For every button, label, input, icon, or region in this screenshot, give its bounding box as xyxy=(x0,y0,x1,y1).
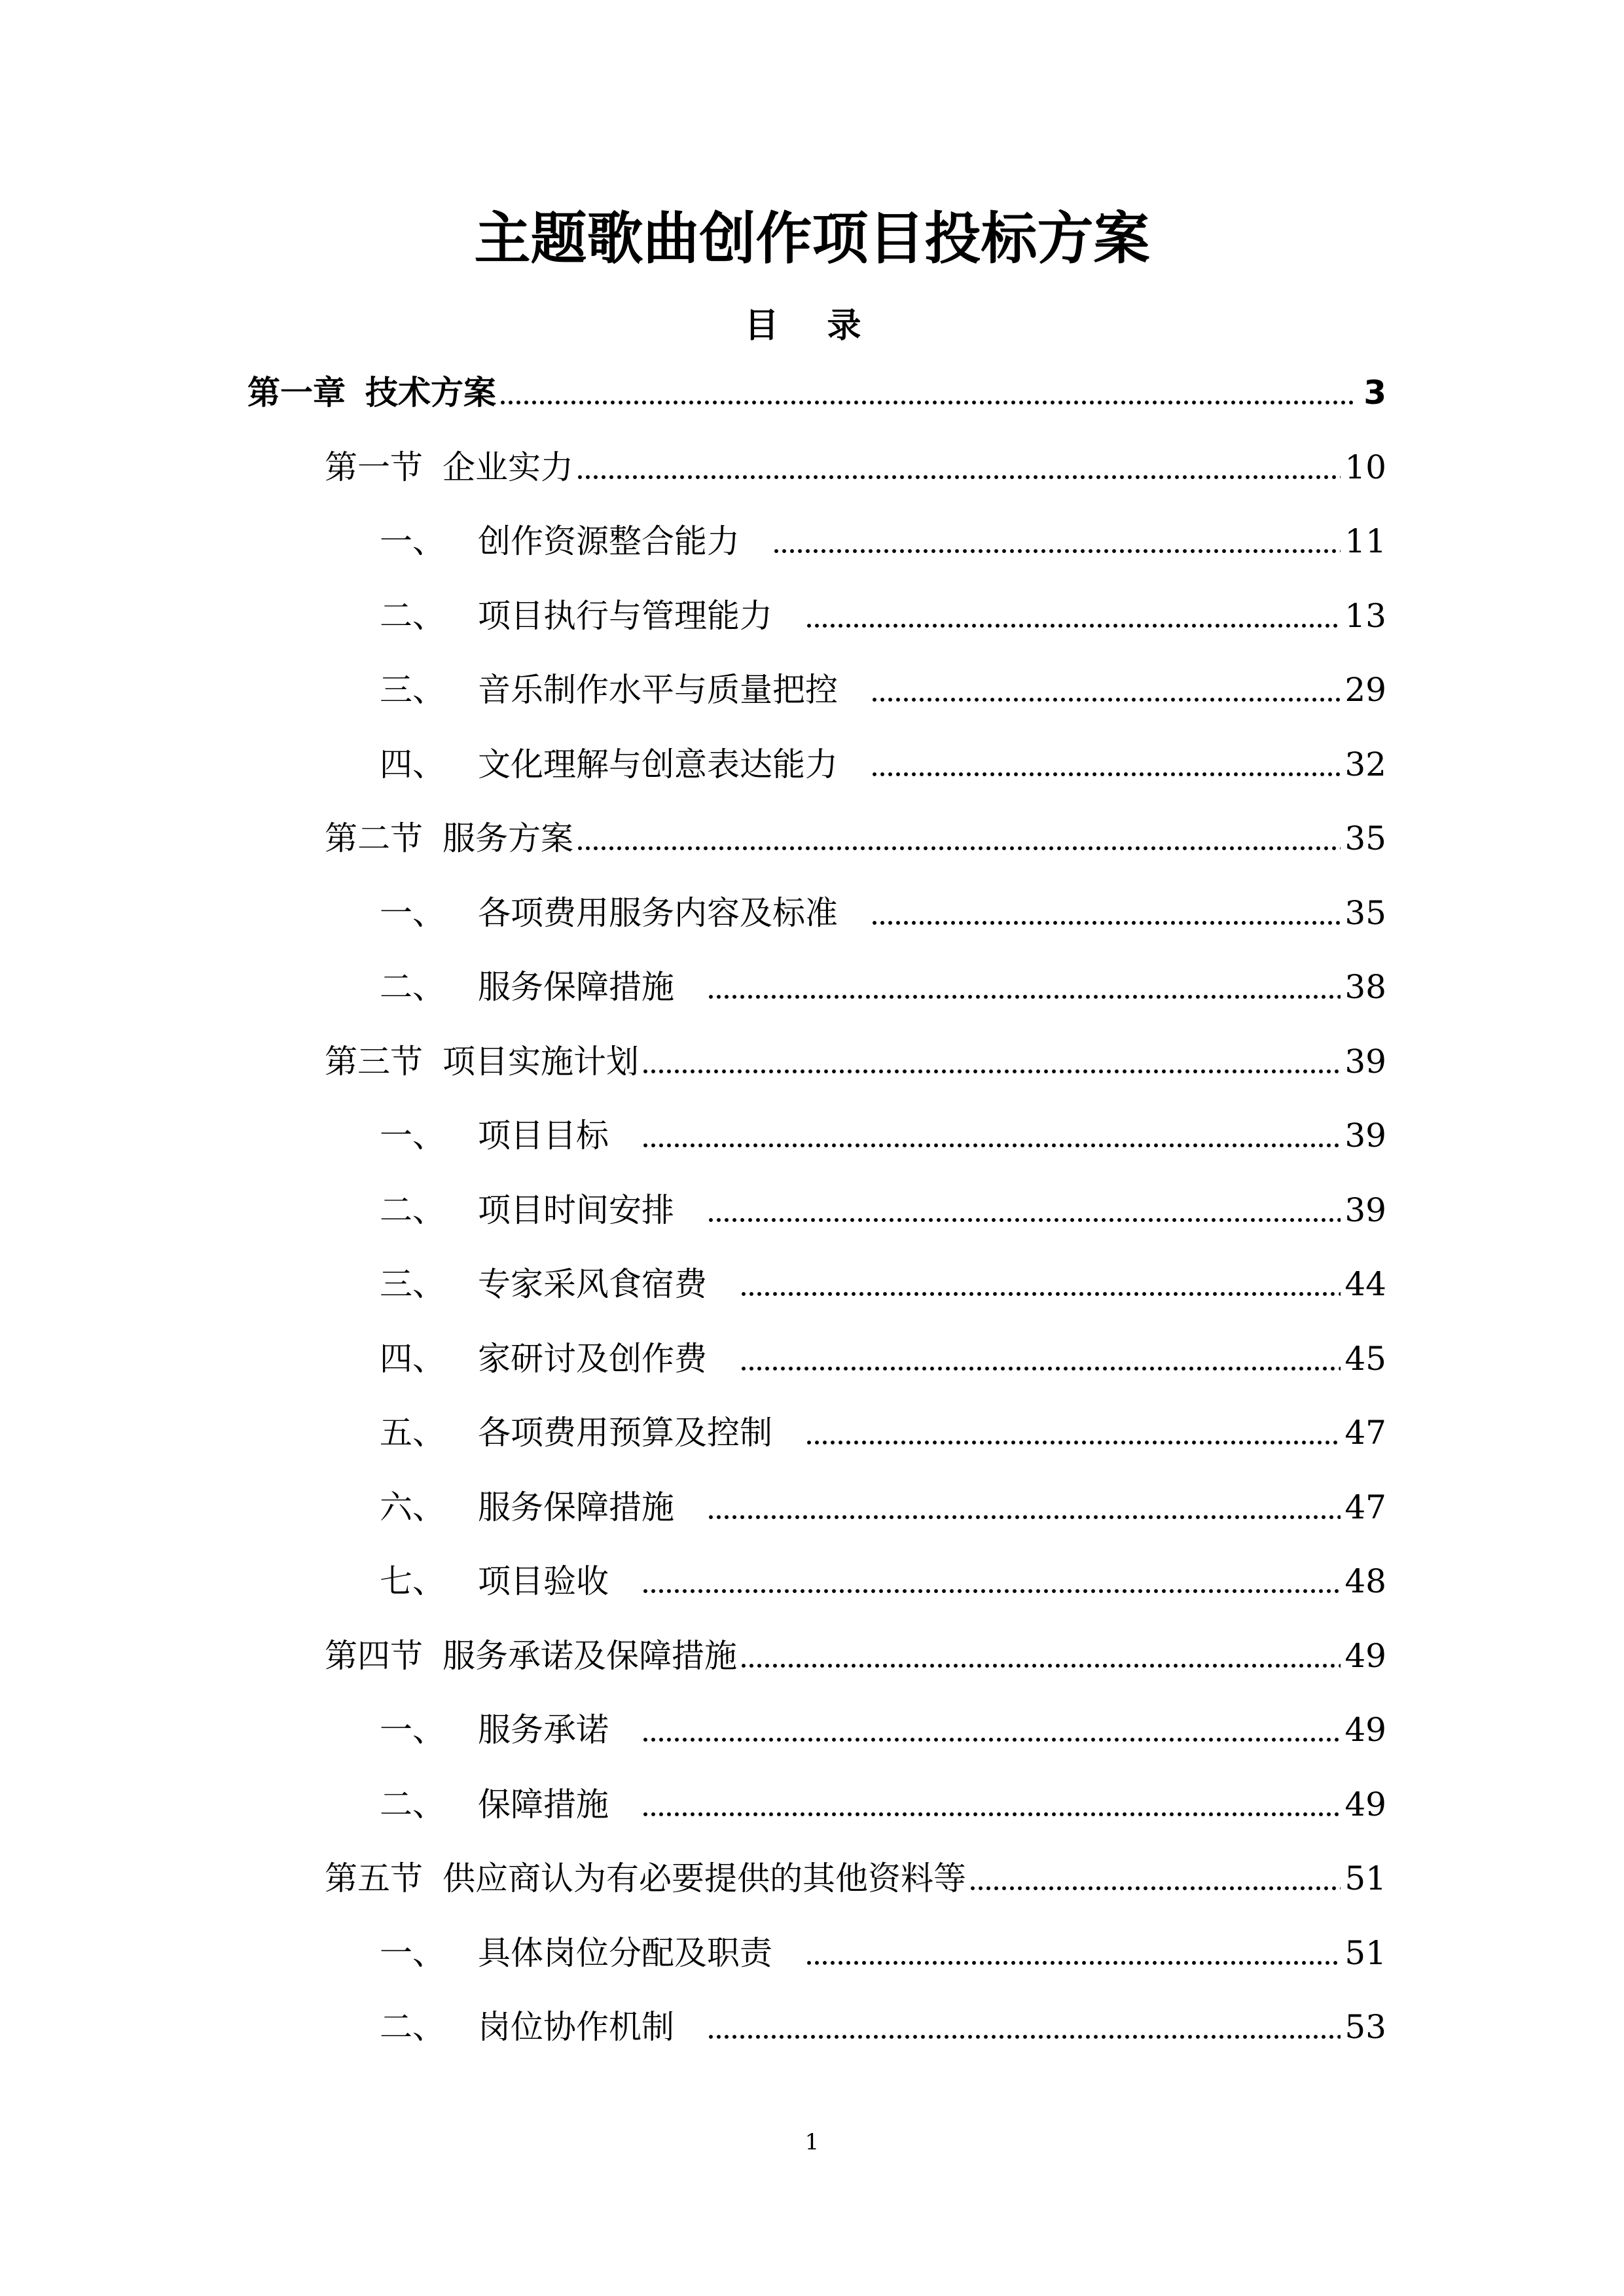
toc-dot-leader xyxy=(707,1215,1341,1225)
toc-entry-number: 一、 xyxy=(380,522,445,560)
toc-entry-title: 项目目标 xyxy=(478,1117,609,1155)
toc-entry-title: 服务承诺及保障措施 xyxy=(442,1636,737,1675)
toc-entry-page-number: 39 xyxy=(1344,1117,1386,1155)
toc-entry-item[interactable] xyxy=(380,1184,1386,1236)
toc-entry-page-number: 48 xyxy=(1344,1562,1386,1600)
toc-dot-leader xyxy=(740,1661,1341,1670)
toc-entry-page-number: 39 xyxy=(1344,1042,1386,1081)
toc-entry-section[interactable] xyxy=(325,441,1386,493)
toc-entry-item[interactable] xyxy=(380,961,1386,1013)
toc-entry-number: 二、 xyxy=(380,596,445,635)
toc-dot-leader xyxy=(707,992,1341,1001)
toc-dot-leader xyxy=(805,621,1341,630)
toc-dot-leader xyxy=(707,2032,1341,2041)
toc-dot-leader xyxy=(740,1289,1341,1299)
toc-entry-page-number: 13 xyxy=(1344,596,1386,635)
toc-entry-number: 第二节 xyxy=(325,819,423,857)
toc-entry-title: 项目执行与管理能力 xyxy=(478,596,772,635)
toc-entry-number: 三、 xyxy=(380,671,445,709)
toc-entry-item[interactable] xyxy=(380,1407,1386,1459)
toc-entry-page-number: 11 xyxy=(1344,522,1386,560)
toc-entry-number: 七、 xyxy=(380,1562,445,1600)
toc-dot-leader xyxy=(871,770,1341,779)
toc-entry-title: 专家采风食宿费 xyxy=(478,1265,707,1303)
toc-entry-number: 一、 xyxy=(380,893,445,932)
toc-entry-page-number: 49 xyxy=(1344,1785,1386,1823)
toc-entry-number: 三、 xyxy=(380,1265,445,1303)
toc-entry-section[interactable] xyxy=(325,1035,1386,1088)
toc-dot-leader xyxy=(641,1141,1341,1150)
toc-entry-item[interactable] xyxy=(380,1778,1386,1831)
toc-entry-item[interactable] xyxy=(380,1258,1386,1310)
toc-entry-section[interactable] xyxy=(325,812,1386,865)
toc-dot-leader xyxy=(969,1884,1341,1893)
toc-entry-item[interactable] xyxy=(380,1555,1386,1607)
toc-entry-item[interactable] xyxy=(380,2001,1386,2053)
toc-entry-item[interactable] xyxy=(380,1704,1386,1756)
toc-entry-section[interactable] xyxy=(325,1630,1386,1682)
toc-dot-leader xyxy=(641,1587,1341,1596)
toc-entry-chapter[interactable] xyxy=(247,367,1386,419)
toc-entry-number: 第四节 xyxy=(325,1636,423,1675)
toc-entry-number: 一、 xyxy=(380,1117,445,1155)
toc-entry-title: 供应商认为有必要提供的其他资料等 xyxy=(442,1859,966,1897)
toc-entry-item[interactable] xyxy=(380,1927,1386,1979)
toc-entry-number: 四、 xyxy=(380,745,445,783)
toc-entry-title: 服务保障措施 xyxy=(478,968,674,1006)
toc-entry-title: 技术方案 xyxy=(365,374,496,412)
page-number: 1 xyxy=(804,2129,820,2155)
toc-entry-page-number: 51 xyxy=(1344,1859,1386,1897)
toc-entry-page-number: 35 xyxy=(1344,893,1386,932)
toc-entry-page-number: 47 xyxy=(1344,1488,1386,1526)
toc-entry-number: 六、 xyxy=(380,1488,445,1526)
toc-entry-title: 各项费用服务内容及标准 xyxy=(478,893,838,932)
toc-dot-leader xyxy=(576,473,1341,482)
toc-entry-item[interactable] xyxy=(380,1481,1386,1534)
toc-entry-title: 音乐制作水平与质量把控 xyxy=(478,671,838,709)
toc-entry-page-number: 49 xyxy=(1344,1711,1386,1749)
toc-entry-page-number: 53 xyxy=(1344,2008,1386,2046)
toc-entry-page-number: 39 xyxy=(1344,1191,1386,1229)
toc-entry-page-number: 10 xyxy=(1344,448,1386,486)
toc-entry-title: 项目时间安排 xyxy=(478,1191,674,1229)
toc-entry-page-number: 44 xyxy=(1344,1265,1386,1303)
toc-dot-leader xyxy=(707,1513,1341,1522)
toc-dot-leader xyxy=(641,1067,1341,1076)
toc-entry-title: 项目验收 xyxy=(478,1562,609,1600)
toc-entry-page-number: 47 xyxy=(1344,1414,1386,1452)
toc-entry-title: 项目实施计划 xyxy=(442,1042,639,1081)
toc-entry-number: 二、 xyxy=(380,1785,445,1823)
toc-entry-page-number: 35 xyxy=(1344,819,1386,857)
toc-entry-number: 二、 xyxy=(380,968,445,1006)
document-title: 主题歌曲创作项目投标方案 xyxy=(474,206,1150,272)
toc-entry-number: 一、 xyxy=(380,1933,445,1972)
toc-entry-number: 二、 xyxy=(380,1191,445,1229)
toc-entry-item[interactable] xyxy=(380,1333,1386,1385)
toc-entry-number: 一、 xyxy=(380,1711,445,1749)
toc-entry-number: 第五节 xyxy=(325,1859,423,1897)
toc-entry-page-number: 45 xyxy=(1344,1339,1386,1378)
toc-dot-leader xyxy=(641,1810,1341,1819)
toc-entry-title: 各项费用预算及控制 xyxy=(478,1414,772,1452)
toc-entry-number: 五、 xyxy=(380,1414,445,1452)
toc-dot-leader xyxy=(499,398,1356,407)
toc-entry-item[interactable] xyxy=(380,590,1386,642)
toc-entry-title: 创作资源整合能力 xyxy=(478,522,740,560)
toc-dot-leader xyxy=(805,1438,1341,1447)
toc-entry-item[interactable] xyxy=(380,664,1386,716)
toc-entry-title: 具体岗位分配及职责 xyxy=(478,1933,772,1972)
toc-entry-number: 第三节 xyxy=(325,1042,423,1081)
toc-entry-title: 服务保障措施 xyxy=(478,1488,674,1526)
toc-dot-leader xyxy=(871,695,1341,704)
toc-entry-page-number: 32 xyxy=(1344,745,1386,783)
toc-entry-page-number: 3 xyxy=(1363,374,1386,412)
toc-entry-title: 岗位协作机制 xyxy=(478,2008,674,2046)
toc-entry-title: 企业实力 xyxy=(442,448,573,486)
toc-entry-item[interactable] xyxy=(380,887,1386,939)
toc-dot-leader xyxy=(641,1735,1341,1744)
toc-dot-leader xyxy=(805,1958,1341,1967)
toc-entry-title: 保障措施 xyxy=(478,1785,609,1823)
toc-entry-number: 四、 xyxy=(380,1339,445,1378)
toc-entry-page-number: 38 xyxy=(1344,968,1386,1006)
toc-entry-number: 第一节 xyxy=(325,448,423,486)
toc-entry-section[interactable] xyxy=(325,1852,1386,1905)
toc-entry-page-number: 49 xyxy=(1344,1636,1386,1675)
toc-entry-item[interactable] xyxy=(380,515,1386,567)
toc-dot-leader xyxy=(772,547,1341,556)
toc-entry-number: 第一章 xyxy=(247,374,346,412)
toc-entry-number: 二、 xyxy=(380,2008,445,2046)
toc-entry-page-number: 51 xyxy=(1344,1933,1386,1972)
toc-entry-item[interactable] xyxy=(380,738,1386,791)
toc-dot-leader xyxy=(740,1364,1341,1373)
toc-entry-title: 服务方案 xyxy=(442,819,573,857)
toc-heading: 目 录 xyxy=(744,306,880,346)
toc-entry-title: 文化理解与创意表达能力 xyxy=(478,745,838,783)
toc-entry-title: 服务承诺 xyxy=(478,1711,609,1749)
toc-entry-page-number: 29 xyxy=(1344,671,1386,709)
toc-dot-leader xyxy=(576,844,1341,853)
toc-entry-title: 家研讨及创作费 xyxy=(478,1339,707,1378)
toc-entry-item[interactable] xyxy=(380,1109,1386,1162)
toc-dot-leader xyxy=(871,918,1341,927)
